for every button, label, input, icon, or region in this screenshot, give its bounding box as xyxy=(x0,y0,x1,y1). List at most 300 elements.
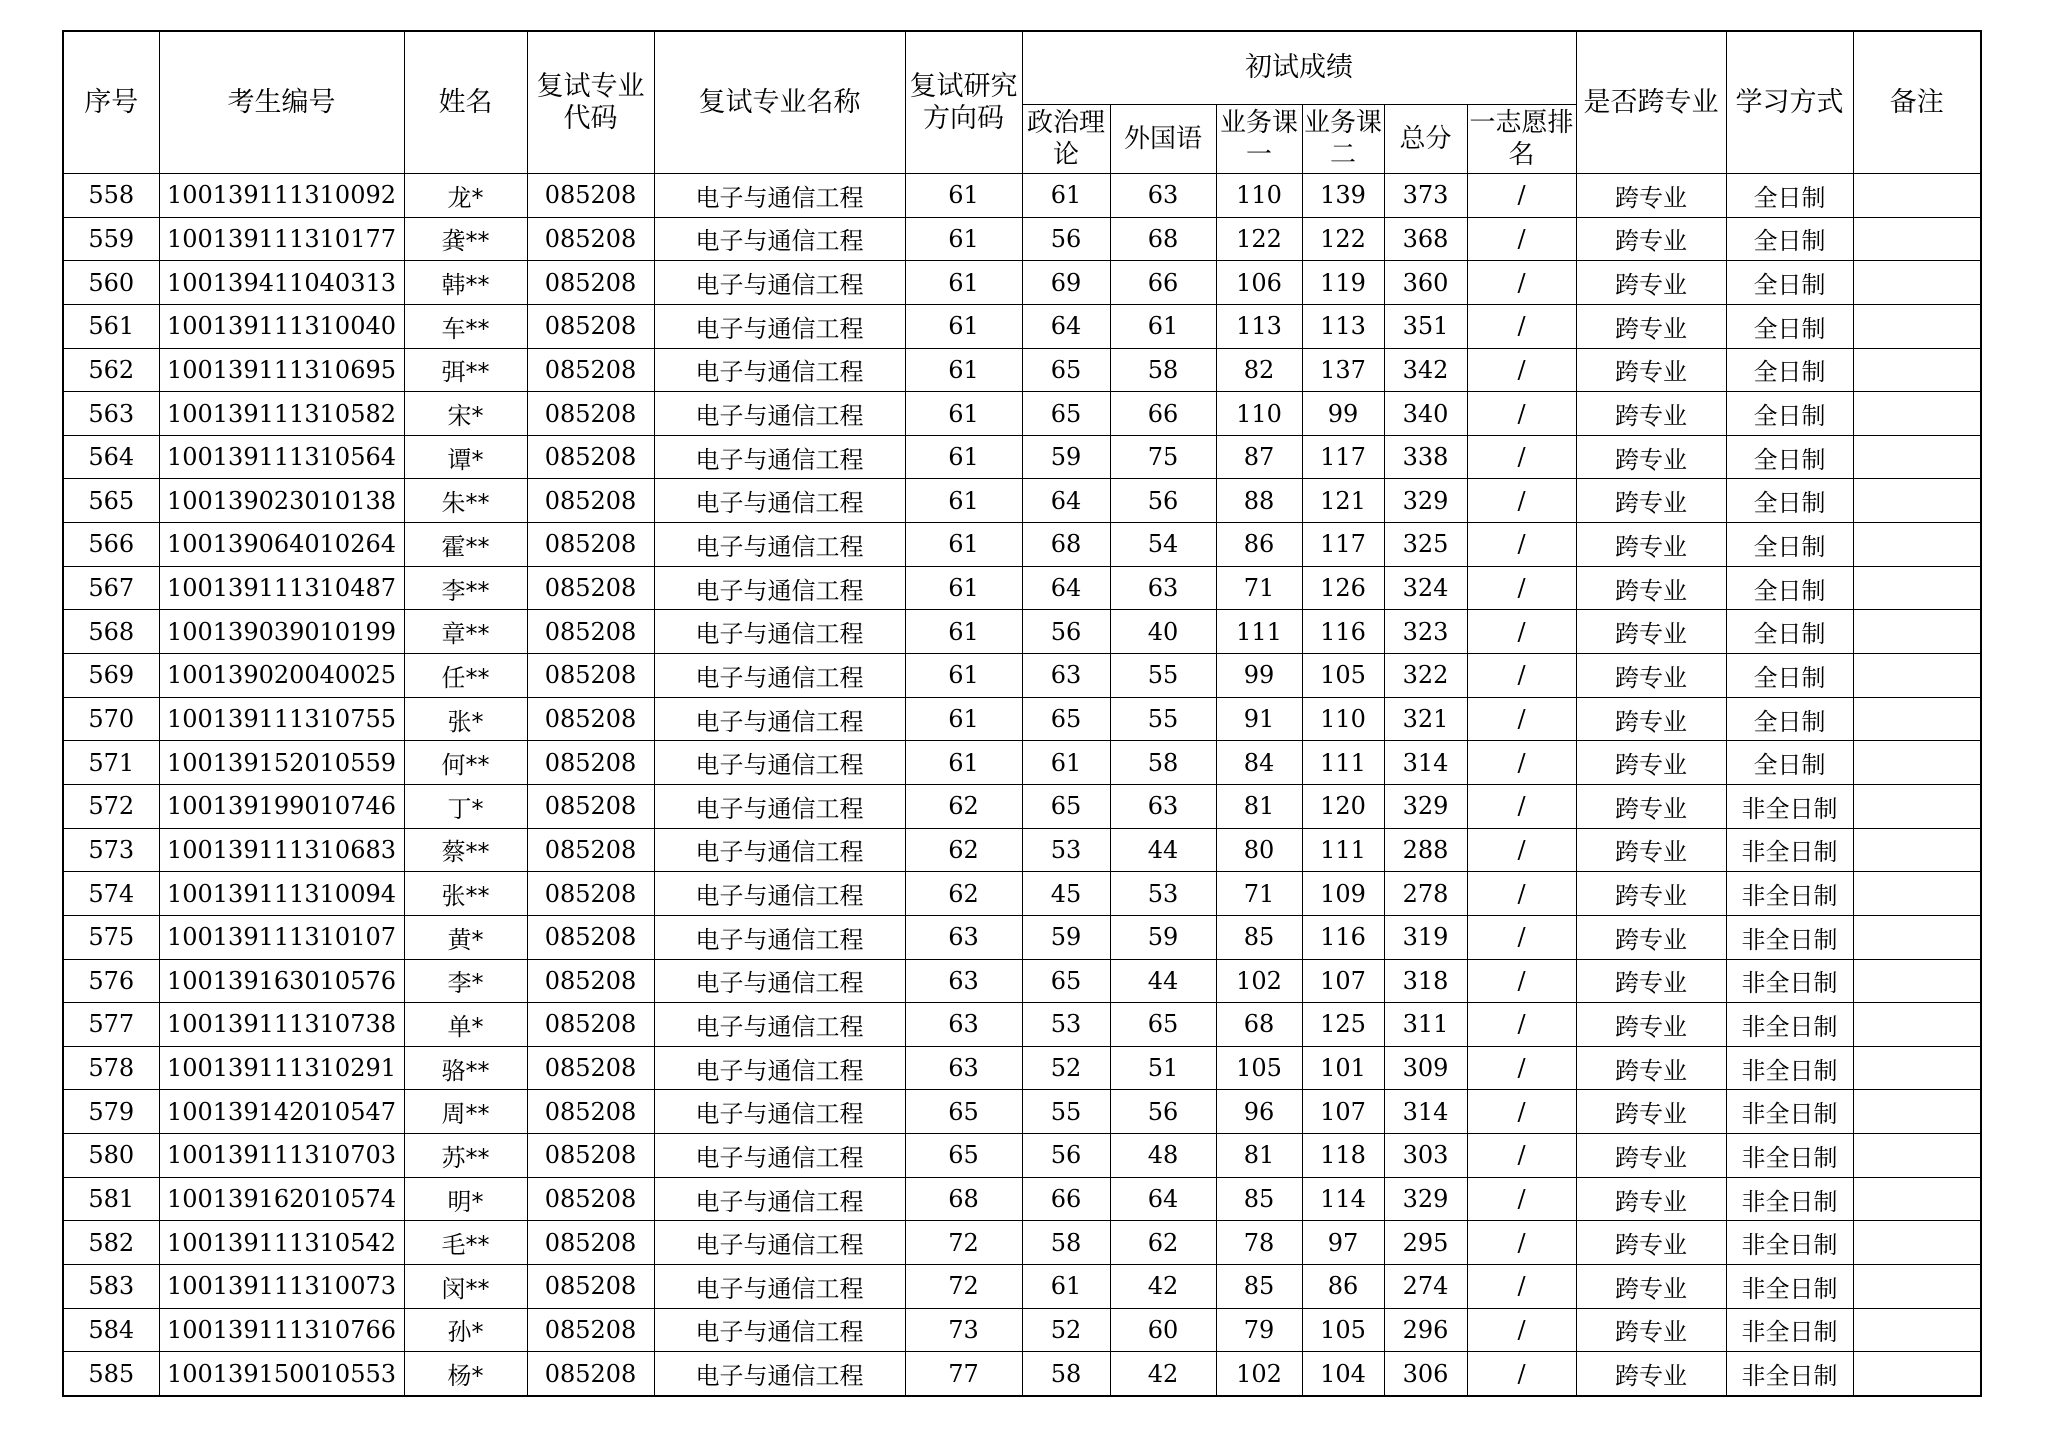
cell-major-name: 电子与通信工程 xyxy=(654,959,905,1003)
cell-total: 329 xyxy=(1384,784,1467,828)
cell-direction-code: 77 xyxy=(905,1352,1022,1396)
cell-course1: 102 xyxy=(1216,1352,1302,1396)
cell-exam-no: 100139111310738 xyxy=(159,1003,404,1047)
table-row xyxy=(63,828,1981,872)
cell-course1: 99 xyxy=(1216,654,1302,698)
cell-major-code: 085208 xyxy=(527,1352,654,1396)
cell-name: 朱** xyxy=(404,479,527,523)
cell-cross-major: 跨专业 xyxy=(1576,654,1726,698)
cell-course2: 99 xyxy=(1302,392,1384,436)
cell-study-mode: 全日制 xyxy=(1726,261,1853,305)
cell-cross-major: 跨专业 xyxy=(1576,566,1726,610)
cell-remark xyxy=(1853,1090,1981,1134)
cell-first-choice-rank: / xyxy=(1467,1046,1576,1090)
header-major-code: 复试专业代码 xyxy=(527,31,654,174)
header-exam-no: 考生编号 xyxy=(159,31,404,174)
cell-seq: 563 xyxy=(63,392,159,436)
cell-cross-major: 跨专业 xyxy=(1576,261,1726,305)
cell-seq: 566 xyxy=(63,523,159,567)
table-row xyxy=(63,697,1981,741)
cell-seq: 575 xyxy=(63,915,159,959)
cell-foreign: 63 xyxy=(1110,784,1216,828)
cell-total: 325 xyxy=(1384,523,1467,567)
table-row xyxy=(63,566,1981,610)
cell-course1: 78 xyxy=(1216,1221,1302,1265)
cell-politics: 53 xyxy=(1022,1003,1110,1047)
cell-course1: 82 xyxy=(1216,348,1302,392)
cell-cross-major: 跨专业 xyxy=(1576,1134,1726,1178)
cell-foreign: 59 xyxy=(1110,915,1216,959)
cell-foreign: 66 xyxy=(1110,392,1216,436)
cell-course1: 71 xyxy=(1216,872,1302,916)
cell-direction-code: 63 xyxy=(905,915,1022,959)
cell-exam-no: 100139111310564 xyxy=(159,435,404,479)
cell-course2: 86 xyxy=(1302,1265,1384,1309)
cell-exam-no: 100139111310092 xyxy=(159,174,404,218)
cell-foreign: 44 xyxy=(1110,828,1216,872)
header-major-name: 复试专业名称 xyxy=(654,31,905,174)
cell-direction-code: 62 xyxy=(905,828,1022,872)
cell-major-code: 085208 xyxy=(527,348,654,392)
table-row xyxy=(63,1177,1981,1221)
cell-major-name: 电子与通信工程 xyxy=(654,1003,905,1047)
cell-name: 龚** xyxy=(404,217,527,261)
cell-name: 张** xyxy=(404,872,527,916)
cell-politics: 61 xyxy=(1022,1265,1110,1309)
cell-seq: 583 xyxy=(63,1265,159,1309)
cell-foreign: 64 xyxy=(1110,1177,1216,1221)
cell-course1: 113 xyxy=(1216,304,1302,348)
cell-remark xyxy=(1853,872,1981,916)
cell-remark xyxy=(1853,697,1981,741)
cell-name: 杨* xyxy=(404,1352,527,1396)
cell-first-choice-rank: / xyxy=(1467,1003,1576,1047)
cell-exam-no: 100139111310040 xyxy=(159,304,404,348)
cell-course2: 110 xyxy=(1302,697,1384,741)
cell-first-choice-rank: / xyxy=(1467,828,1576,872)
cell-exam-no: 100139111310683 xyxy=(159,828,404,872)
cell-direction-code: 61 xyxy=(905,217,1022,261)
cell-seq: 584 xyxy=(63,1308,159,1352)
cell-cross-major: 跨专业 xyxy=(1576,392,1726,436)
table-row xyxy=(63,1134,1981,1178)
cell-course1: 84 xyxy=(1216,741,1302,785)
header-total: 总分 xyxy=(1384,105,1467,174)
cell-cross-major: 跨专业 xyxy=(1576,348,1726,392)
cell-name: 宋* xyxy=(404,392,527,436)
header-direction-code: 复试研究方向码 xyxy=(905,31,1022,174)
cell-course1: 88 xyxy=(1216,479,1302,523)
cell-first-choice-rank: / xyxy=(1467,697,1576,741)
cell-politics: 56 xyxy=(1022,217,1110,261)
cell-foreign: 42 xyxy=(1110,1265,1216,1309)
cell-remark xyxy=(1853,1221,1981,1265)
cell-course1: 91 xyxy=(1216,697,1302,741)
cell-name: 任** xyxy=(404,654,527,698)
cell-foreign: 68 xyxy=(1110,217,1216,261)
cell-politics: 65 xyxy=(1022,697,1110,741)
cell-foreign: 75 xyxy=(1110,435,1216,479)
cell-major-name: 电子与通信工程 xyxy=(654,697,905,741)
cell-exam-no: 100139111310766 xyxy=(159,1308,404,1352)
cell-major-code: 085208 xyxy=(527,697,654,741)
cell-remark xyxy=(1853,392,1981,436)
cell-direction-code: 63 xyxy=(905,959,1022,1003)
cell-major-code: 085208 xyxy=(527,1134,654,1178)
cell-course2: 137 xyxy=(1302,348,1384,392)
cell-major-name: 电子与通信工程 xyxy=(654,392,905,436)
cell-politics: 56 xyxy=(1022,610,1110,654)
cell-total: 373 xyxy=(1384,174,1467,218)
cell-major-name: 电子与通信工程 xyxy=(654,828,905,872)
cell-course1: 85 xyxy=(1216,915,1302,959)
cell-first-choice-rank: / xyxy=(1467,1221,1576,1265)
cell-study-mode: 非全日制 xyxy=(1726,1134,1853,1178)
cell-total: 329 xyxy=(1384,1177,1467,1221)
cell-course2: 101 xyxy=(1302,1046,1384,1090)
cell-cross-major: 跨专业 xyxy=(1576,1352,1726,1396)
cell-direction-code: 72 xyxy=(905,1265,1022,1309)
cell-name: 李* xyxy=(404,959,527,1003)
cell-name: 苏** xyxy=(404,1134,527,1178)
cell-total: 274 xyxy=(1384,1265,1467,1309)
cell-foreign: 56 xyxy=(1110,479,1216,523)
cell-major-code: 085208 xyxy=(527,1308,654,1352)
cell-foreign: 55 xyxy=(1110,654,1216,698)
cell-seq: 572 xyxy=(63,784,159,828)
cell-direction-code: 61 xyxy=(905,610,1022,654)
cell-course2: 126 xyxy=(1302,566,1384,610)
table-row xyxy=(63,1090,1981,1134)
cell-foreign: 63 xyxy=(1110,174,1216,218)
cell-total: 311 xyxy=(1384,1003,1467,1047)
cell-first-choice-rank: / xyxy=(1467,174,1576,218)
cell-cross-major: 跨专业 xyxy=(1576,872,1726,916)
cell-foreign: 60 xyxy=(1110,1308,1216,1352)
cell-remark xyxy=(1853,304,1981,348)
cell-politics: 59 xyxy=(1022,915,1110,959)
cell-foreign: 61 xyxy=(1110,304,1216,348)
cell-major-name: 电子与通信工程 xyxy=(654,261,905,305)
cell-remark xyxy=(1853,828,1981,872)
cell-major-name: 电子与通信工程 xyxy=(654,784,905,828)
cell-course1: 79 xyxy=(1216,1308,1302,1352)
cell-course1: 106 xyxy=(1216,261,1302,305)
cell-first-choice-rank: / xyxy=(1467,304,1576,348)
cell-exam-no: 100139111310073 xyxy=(159,1265,404,1309)
cell-first-choice-rank: / xyxy=(1467,959,1576,1003)
cell-seq: 578 xyxy=(63,1046,159,1090)
cell-course1: 81 xyxy=(1216,1134,1302,1178)
cell-foreign: 62 xyxy=(1110,1221,1216,1265)
cell-total: 324 xyxy=(1384,566,1467,610)
cell-major-name: 电子与通信工程 xyxy=(654,479,905,523)
cell-first-choice-rank: / xyxy=(1467,348,1576,392)
cell-foreign: 65 xyxy=(1110,1003,1216,1047)
table-row xyxy=(63,523,1981,567)
cell-foreign: 48 xyxy=(1110,1134,1216,1178)
cell-study-mode: 全日制 xyxy=(1726,348,1853,392)
cell-course1: 68 xyxy=(1216,1003,1302,1047)
cell-remark xyxy=(1853,1134,1981,1178)
cell-total: 296 xyxy=(1384,1308,1467,1352)
cell-first-choice-rank: / xyxy=(1467,915,1576,959)
cell-course1: 110 xyxy=(1216,174,1302,218)
cell-cross-major: 跨专业 xyxy=(1576,217,1726,261)
cell-total: 314 xyxy=(1384,741,1467,785)
cell-exam-no: 100139411040313 xyxy=(159,261,404,305)
cell-study-mode: 非全日制 xyxy=(1726,1221,1853,1265)
cell-seq: 558 xyxy=(63,174,159,218)
cell-exam-no: 100139039010199 xyxy=(159,610,404,654)
cell-exam-no: 100139150010553 xyxy=(159,1352,404,1396)
cell-cross-major: 跨专业 xyxy=(1576,697,1726,741)
table-row xyxy=(63,348,1981,392)
cell-first-choice-rank: / xyxy=(1467,217,1576,261)
cell-course2: 118 xyxy=(1302,1134,1384,1178)
cell-first-choice-rank: / xyxy=(1467,784,1576,828)
cell-remark xyxy=(1853,784,1981,828)
cell-major-name: 电子与通信工程 xyxy=(654,523,905,567)
cell-study-mode: 非全日制 xyxy=(1726,1177,1853,1221)
cell-exam-no: 100139199010746 xyxy=(159,784,404,828)
cell-first-choice-rank: / xyxy=(1467,1265,1576,1309)
cell-major-code: 085208 xyxy=(527,784,654,828)
cell-direction-code: 63 xyxy=(905,1046,1022,1090)
cell-course1: 85 xyxy=(1216,1265,1302,1309)
cell-study-mode: 非全日制 xyxy=(1726,1352,1853,1396)
cell-foreign: 58 xyxy=(1110,741,1216,785)
cell-cross-major: 跨专业 xyxy=(1576,1221,1726,1265)
cell-course1: 86 xyxy=(1216,523,1302,567)
cell-course1: 105 xyxy=(1216,1046,1302,1090)
table-row xyxy=(63,1003,1981,1047)
table-row xyxy=(63,872,1981,916)
cell-cross-major: 跨专业 xyxy=(1576,479,1726,523)
cell-politics: 65 xyxy=(1022,392,1110,436)
table-body xyxy=(63,174,1981,1396)
cell-study-mode: 全日制 xyxy=(1726,610,1853,654)
cell-course2: 113 xyxy=(1302,304,1384,348)
cell-major-name: 电子与通信工程 xyxy=(654,1090,905,1134)
cell-major-name: 电子与通信工程 xyxy=(654,1221,905,1265)
cell-direction-code: 61 xyxy=(905,304,1022,348)
cell-cross-major: 跨专业 xyxy=(1576,304,1726,348)
cell-remark xyxy=(1853,1352,1981,1396)
cell-politics: 68 xyxy=(1022,523,1110,567)
cell-politics: 58 xyxy=(1022,1221,1110,1265)
cell-course2: 122 xyxy=(1302,217,1384,261)
cell-direction-code: 61 xyxy=(905,654,1022,698)
cell-course2: 111 xyxy=(1302,828,1384,872)
cell-major-code: 085208 xyxy=(527,261,654,305)
cell-name: 龙* xyxy=(404,174,527,218)
cell-direction-code: 61 xyxy=(905,697,1022,741)
cell-foreign: 44 xyxy=(1110,959,1216,1003)
cell-total: 318 xyxy=(1384,959,1467,1003)
cell-study-mode: 非全日制 xyxy=(1726,1003,1853,1047)
cell-total: 319 xyxy=(1384,915,1467,959)
cell-foreign: 55 xyxy=(1110,697,1216,741)
cell-cross-major: 跨专业 xyxy=(1576,523,1726,567)
cell-foreign: 40 xyxy=(1110,610,1216,654)
cell-major-name: 电子与通信工程 xyxy=(654,304,905,348)
cell-name: 弭** xyxy=(404,348,527,392)
cell-major-name: 电子与通信工程 xyxy=(654,348,905,392)
cell-seq: 570 xyxy=(63,697,159,741)
cell-name: 黄* xyxy=(404,915,527,959)
cell-direction-code: 62 xyxy=(905,784,1022,828)
cell-study-mode: 非全日制 xyxy=(1726,1046,1853,1090)
cell-cross-major: 跨专业 xyxy=(1576,784,1726,828)
cell-seq: 581 xyxy=(63,1177,159,1221)
cell-course2: 104 xyxy=(1302,1352,1384,1396)
cell-direction-code: 62 xyxy=(905,872,1022,916)
cell-course2: 117 xyxy=(1302,523,1384,567)
cell-first-choice-rank: / xyxy=(1467,435,1576,479)
cell-direction-code: 72 xyxy=(905,1221,1022,1265)
cell-cross-major: 跨专业 xyxy=(1576,915,1726,959)
cell-politics: 61 xyxy=(1022,174,1110,218)
cell-study-mode: 全日制 xyxy=(1726,697,1853,741)
cell-seq: 574 xyxy=(63,872,159,916)
cell-foreign: 56 xyxy=(1110,1090,1216,1134)
cell-total: 351 xyxy=(1384,304,1467,348)
cell-name: 单* xyxy=(404,1003,527,1047)
header-foreign: 外国语 xyxy=(1110,105,1216,174)
header-name: 姓名 xyxy=(404,31,527,174)
cell-name: 丁* xyxy=(404,784,527,828)
cell-course2: 139 xyxy=(1302,174,1384,218)
cell-first-choice-rank: / xyxy=(1467,872,1576,916)
cell-major-code: 085208 xyxy=(527,479,654,523)
cell-first-choice-rank: / xyxy=(1467,1308,1576,1352)
table-row xyxy=(63,1221,1981,1265)
cell-politics: 65 xyxy=(1022,784,1110,828)
cell-study-mode: 全日制 xyxy=(1726,304,1853,348)
cell-course1: 80 xyxy=(1216,828,1302,872)
cell-politics: 56 xyxy=(1022,1134,1110,1178)
cell-foreign: 53 xyxy=(1110,872,1216,916)
cell-first-choice-rank: / xyxy=(1467,566,1576,610)
cell-total: 306 xyxy=(1384,1352,1467,1396)
cell-remark xyxy=(1853,915,1981,959)
cell-foreign: 51 xyxy=(1110,1046,1216,1090)
table-row xyxy=(63,1308,1981,1352)
cell-major-name: 电子与通信工程 xyxy=(654,1046,905,1090)
cell-major-code: 085208 xyxy=(527,392,654,436)
table-row xyxy=(63,1352,1981,1396)
cell-exam-no: 100139111310695 xyxy=(159,348,404,392)
cell-remark xyxy=(1853,1046,1981,1090)
cell-major-code: 085208 xyxy=(527,1221,654,1265)
header-politics: 政治理论 xyxy=(1022,105,1110,174)
cell-study-mode: 全日制 xyxy=(1726,217,1853,261)
header-prelim-group: 初试成绩 xyxy=(1022,31,1576,105)
cell-name: 孙* xyxy=(404,1308,527,1352)
cell-study-mode: 全日制 xyxy=(1726,566,1853,610)
cell-first-choice-rank: / xyxy=(1467,392,1576,436)
cell-total: 360 xyxy=(1384,261,1467,305)
cell-course1: 102 xyxy=(1216,959,1302,1003)
cell-exam-no: 100139111310542 xyxy=(159,1221,404,1265)
cell-politics: 58 xyxy=(1022,1352,1110,1396)
cell-total: 321 xyxy=(1384,697,1467,741)
cell-exam-no: 100139111310582 xyxy=(159,392,404,436)
cell-major-name: 电子与通信工程 xyxy=(654,566,905,610)
cell-major-code: 085208 xyxy=(527,523,654,567)
cell-major-code: 085208 xyxy=(527,435,654,479)
cell-total: 338 xyxy=(1384,435,1467,479)
cell-politics: 65 xyxy=(1022,959,1110,1003)
cell-course2: 105 xyxy=(1302,1308,1384,1352)
cell-major-name: 电子与通信工程 xyxy=(654,435,905,479)
cell-exam-no: 100139111310487 xyxy=(159,566,404,610)
cell-seq: 569 xyxy=(63,654,159,698)
cell-cross-major: 跨专业 xyxy=(1576,828,1726,872)
cell-exam-no: 100139152010559 xyxy=(159,741,404,785)
cell-major-code: 085208 xyxy=(527,654,654,698)
cell-seq: 567 xyxy=(63,566,159,610)
cell-course2: 107 xyxy=(1302,1090,1384,1134)
cell-name: 何** xyxy=(404,741,527,785)
cell-remark xyxy=(1853,435,1981,479)
cell-direction-code: 61 xyxy=(905,348,1022,392)
cell-course2: 97 xyxy=(1302,1221,1384,1265)
cell-remark xyxy=(1853,566,1981,610)
cell-study-mode: 全日制 xyxy=(1726,741,1853,785)
cell-major-code: 085208 xyxy=(527,566,654,610)
cell-seq: 562 xyxy=(63,348,159,392)
cell-total: 342 xyxy=(1384,348,1467,392)
cell-direction-code: 61 xyxy=(905,741,1022,785)
cell-cross-major: 跨专业 xyxy=(1576,1046,1726,1090)
cell-direction-code: 73 xyxy=(905,1308,1022,1352)
cell-direction-code: 61 xyxy=(905,392,1022,436)
cell-remark xyxy=(1853,741,1981,785)
header-remark: 备注 xyxy=(1853,31,1981,174)
cell-exam-no: 100139111310755 xyxy=(159,697,404,741)
cell-first-choice-rank: / xyxy=(1467,610,1576,654)
cell-major-name: 电子与通信工程 xyxy=(654,872,905,916)
cell-major-code: 085208 xyxy=(527,217,654,261)
header-study-mode: 学习方式 xyxy=(1726,31,1853,174)
cell-seq: 580 xyxy=(63,1134,159,1178)
cell-major-name: 电子与通信工程 xyxy=(654,1177,905,1221)
cell-foreign: 63 xyxy=(1110,566,1216,610)
cell-cross-major: 跨专业 xyxy=(1576,435,1726,479)
cell-exam-no: 100139064010264 xyxy=(159,523,404,567)
cell-study-mode: 非全日制 xyxy=(1726,1265,1853,1309)
cell-seq: 561 xyxy=(63,304,159,348)
cell-first-choice-rank: / xyxy=(1467,1177,1576,1221)
cell-politics: 66 xyxy=(1022,1177,1110,1221)
cell-major-code: 085208 xyxy=(527,915,654,959)
cell-exam-no: 100139162010574 xyxy=(159,1177,404,1221)
cell-name: 霍** xyxy=(404,523,527,567)
header-first-choice-rank: 一志愿排名 xyxy=(1467,105,1576,174)
cell-first-choice-rank: / xyxy=(1467,479,1576,523)
table-row xyxy=(63,741,1981,785)
cell-remark xyxy=(1853,1308,1981,1352)
cell-foreign: 42 xyxy=(1110,1352,1216,1396)
cell-study-mode: 全日制 xyxy=(1726,479,1853,523)
cell-course2: 107 xyxy=(1302,959,1384,1003)
cell-remark xyxy=(1853,348,1981,392)
cell-course1: 85 xyxy=(1216,1177,1302,1221)
cell-remark xyxy=(1853,1177,1981,1221)
cell-name: 谭* xyxy=(404,435,527,479)
